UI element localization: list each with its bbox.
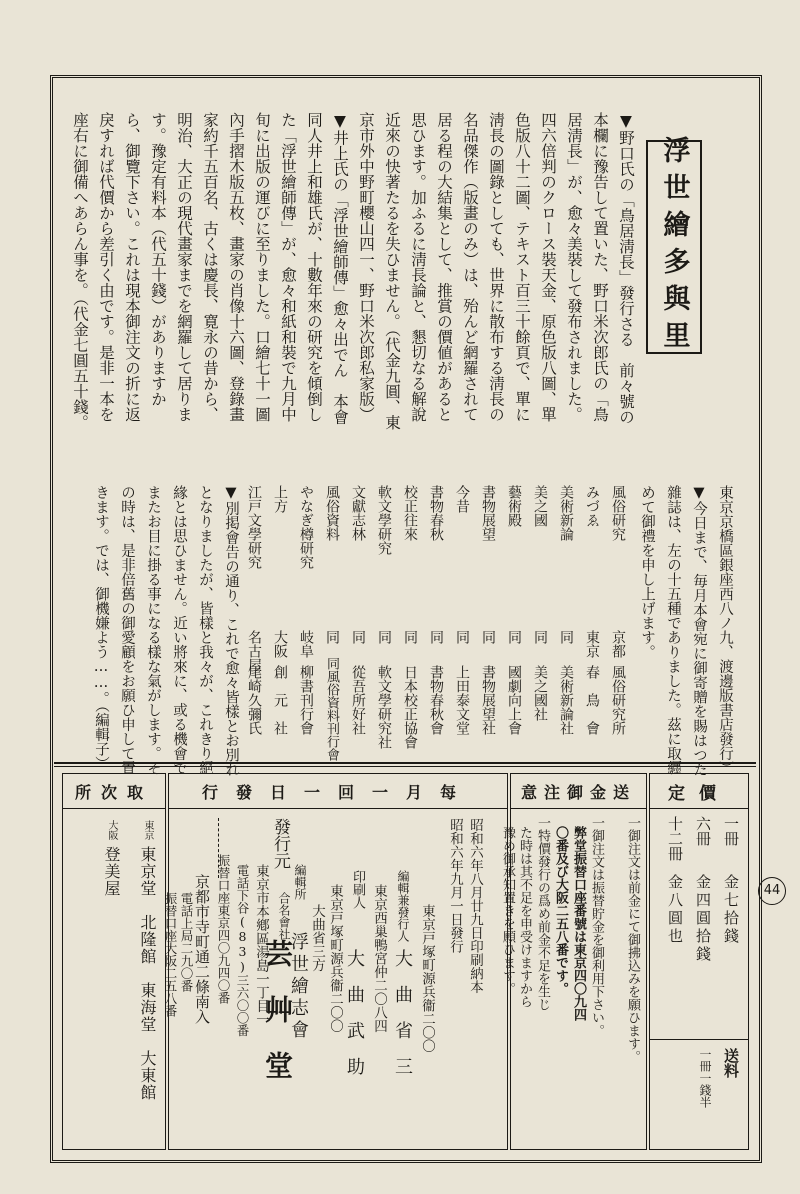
exchange-intro-line: ▼今日まで、毎月本會宛に御寄贈を賜はつた bbox=[691, 485, 707, 777]
printer-role: 印刷人 bbox=[350, 870, 365, 909]
journal-place: 同 bbox=[324, 630, 340, 644]
journal-entry bbox=[530, 485, 554, 755]
journal-publisher: 日本校正協會 bbox=[402, 665, 418, 749]
journal-entry bbox=[296, 485, 320, 755]
printer-address: 東京西巢鴨宮仲二〇八四 bbox=[371, 884, 387, 1033]
journal-entry bbox=[270, 485, 294, 755]
price-amount: 金四圓拾錢 bbox=[694, 874, 712, 964]
publisher-furikae: 振替口座東京四〇九四〇番 bbox=[216, 854, 231, 1004]
journal-title: 書物展望 bbox=[480, 485, 496, 541]
osaka-label: 大阪 bbox=[106, 820, 117, 840]
journal-publisher: 春 鳥 會 bbox=[584, 665, 600, 735]
journal-place: 同 bbox=[454, 630, 470, 644]
article-line: 色版八十二圖、テキスト百三十餘頁で、單に bbox=[513, 112, 531, 422]
journal-place: 同 bbox=[532, 630, 548, 644]
exchange-outro-line: きます。では、御機嫌よう……。（編輯子） bbox=[93, 485, 109, 771]
article-line: ▼野口氏の「鳥居淸長」發行さる 前々號の bbox=[617, 112, 635, 425]
exchange-section bbox=[60, 485, 736, 777]
exchange-intro-line: 東京京橋區銀座西八ノ九、渡邊版書店發行） bbox=[717, 485, 733, 775]
journal-publisher: 軟文學研究社 bbox=[376, 665, 392, 749]
tokyo-distributors: 東京堂 北隆館 東海堂 大東館 bbox=[138, 846, 157, 1101]
article-line: 明治、大正の現代畫家までを網羅して居りま bbox=[175, 112, 193, 422]
exchange-outro-line: 緣とは思ひません。近い將來に、或る機會で bbox=[171, 485, 187, 775]
journal-entry bbox=[478, 485, 502, 755]
price-qty: 六冊 bbox=[694, 816, 712, 846]
journal-title: 書物春秋 bbox=[428, 485, 444, 541]
colophon-header: 每月一回一日發行 bbox=[201, 782, 474, 802]
order-notice-header-bar bbox=[511, 774, 646, 809]
editor-name: 大 曲 省 三 bbox=[392, 949, 413, 1075]
journal-place: 同 bbox=[428, 630, 444, 644]
distributors-box bbox=[62, 773, 166, 1150]
editorial-address: 大曲省三方 bbox=[309, 904, 325, 972]
journal-place: 同 bbox=[376, 630, 392, 644]
page-number bbox=[758, 877, 786, 905]
publisher-kind: 合名會社 bbox=[277, 892, 291, 940]
journal-title: 風俗研究 bbox=[610, 485, 626, 541]
journal-publisher: 尾崎久彌氏 bbox=[246, 665, 262, 735]
journal-title: 軟文學研究 bbox=[376, 485, 392, 555]
order-notice-line: 〇番及び大阪二五八番です。 bbox=[553, 826, 568, 995]
publisher-tel: 電話下谷(83)三六〇〇番 bbox=[235, 864, 250, 1037]
kyoto-furikae: 振替口座大阪二五八番 bbox=[163, 892, 178, 1017]
order-notice-box bbox=[500, 773, 647, 1150]
editorial-role: 編輯所 bbox=[293, 864, 307, 900]
journal-place: 同 bbox=[506, 630, 522, 644]
journal-publisher: 從吾所好社 bbox=[350, 665, 366, 735]
journal-title: 今昔 bbox=[454, 485, 470, 513]
journal-place: 京都 bbox=[610, 630, 626, 658]
journal-publisher: 柳書刊行會 bbox=[298, 665, 314, 735]
exchange-intro-line: 雜誌は、左の十五種でありました。茲に取纒 bbox=[665, 485, 681, 775]
journal-entry bbox=[374, 485, 398, 755]
tokyo-label: 東京 bbox=[142, 820, 153, 840]
article-line: 家約千五百名、古くは慶長、寛永の昔から、 bbox=[201, 112, 219, 422]
order-notice-line: 一御注文は振替貯金を御利用下さい。 bbox=[589, 816, 604, 1037]
journal-title: やなぎ樽研究 bbox=[298, 485, 314, 569]
article-title-box bbox=[646, 136, 702, 358]
colophon-header-bar bbox=[169, 774, 507, 809]
journal-place: 同 bbox=[558, 630, 574, 644]
journal-place: 同 bbox=[350, 630, 366, 644]
article-line: 居淸長」が、愈々美裝して發布されました。 bbox=[565, 112, 583, 422]
article-line: 旬に出版の運びに至りました。口繪七十一圖 bbox=[253, 112, 271, 422]
article-body bbox=[60, 112, 638, 467]
publisher-name: 芸 艸 堂 bbox=[261, 939, 294, 1079]
postage-value: 一冊一錢半 bbox=[698, 1048, 712, 1108]
journal-place: 東京 bbox=[584, 630, 600, 658]
journal-entry bbox=[244, 485, 268, 755]
order-notice-line: 一特價發行の爲め前金不足を生じ bbox=[535, 816, 550, 1011]
price-amount: 金七拾錢 bbox=[722, 874, 740, 946]
journal-title: 美之國 bbox=[532, 485, 548, 527]
kyoto-address: 京都市寺町通二條南入 bbox=[193, 874, 211, 1024]
article-line: す。豫定有料本（代五十錢）がありますか bbox=[149, 112, 167, 407]
editorial-address: 東京戸塚町源兵衞二〇〇 bbox=[327, 884, 343, 1033]
order-notice-line: 一御注文は前金にて御拂込みを願ひます。 bbox=[625, 816, 640, 1063]
article-line: 本欄に豫告して置いた、野口米次郎氏の「鳥 bbox=[591, 112, 609, 422]
journal-place: 同 bbox=[480, 630, 496, 644]
print-date: 昭和六年八月廿九日印刷納本 bbox=[467, 818, 483, 994]
journal-entry bbox=[582, 485, 606, 755]
journal-entry bbox=[348, 485, 372, 755]
article-line: 近來の快著たるを失ひません。（代金九圓、東 bbox=[383, 112, 401, 430]
editor-address: 東京戸塚町源兵衞二〇〇 bbox=[419, 904, 435, 1053]
order-notice-line: 豫め御承知置きを願ひます。 bbox=[500, 826, 515, 995]
article-line: 居る程の大結集として、推賞の價値があると bbox=[435, 112, 453, 422]
order-notice-line: た時は其不足を申受けますから bbox=[517, 826, 532, 1008]
publisher-role: 發行元 bbox=[270, 818, 290, 869]
journal-entry bbox=[322, 485, 346, 761]
price-header: 定價 bbox=[668, 783, 730, 804]
editor-role: 編輯兼發行人 bbox=[396, 870, 410, 942]
journal-place: 大阪 bbox=[272, 630, 288, 658]
article-line: 戾すれば代價から差引く由です。是非一本を bbox=[97, 112, 115, 422]
journal-title: 江戸文學研究 bbox=[246, 485, 262, 569]
journal-title: 上方 bbox=[272, 485, 288, 513]
journal-publisher: 美之國社 bbox=[532, 665, 548, 721]
journal-publisher: 上田泰文堂 bbox=[454, 665, 470, 735]
journal-publisher: 風俗研究所 bbox=[610, 665, 626, 735]
journal-place: 名古屋 bbox=[246, 630, 262, 672]
article-line: 四六倍判のクロース裝天金、原色版八圖、單 bbox=[539, 112, 557, 422]
journal-publisher: 美術新論社 bbox=[558, 665, 574, 735]
journal-entry bbox=[400, 485, 424, 755]
printer-name: 大 曲 武 助 bbox=[344, 949, 365, 1075]
article-line: 同人井上和雄氏が、十數年來の研究を傾倒し bbox=[305, 112, 323, 422]
journal-entry bbox=[504, 485, 528, 755]
article-line: た「浮世繪師傳」が、愈々和紙和裝で九月中 bbox=[279, 112, 297, 422]
kyoto-tel: 電話上局二九〇番 bbox=[179, 892, 194, 992]
colophon-box bbox=[163, 773, 508, 1150]
exchange-outro-line: またお目に掛る事になる樣な氣がします。そ bbox=[145, 485, 161, 775]
journal-entry bbox=[608, 485, 632, 755]
journal-publisher: 同風俗資料刊行會 bbox=[324, 657, 339, 761]
exchange-outro-line: となりましたが、皆樣と我々が、これきり絕 bbox=[197, 485, 213, 775]
osaka-distributors: 登美屋 bbox=[102, 846, 121, 897]
journal-title: みづゑ bbox=[584, 485, 600, 527]
journal-title: 校正往來 bbox=[402, 485, 418, 541]
postage-box bbox=[650, 1039, 748, 1148]
page-number-text: 44 bbox=[763, 883, 781, 898]
article-line: 思ひます。加ふるに淸長論と、懇切なる解說 bbox=[409, 112, 427, 422]
journal-title: 風俗資料 bbox=[324, 485, 340, 541]
price-qty: 一冊 bbox=[722, 816, 740, 846]
journal-place: 岐阜 bbox=[298, 630, 314, 658]
article-line: 京市外中野町櫻山四一、野口米次郎私家版） bbox=[357, 112, 375, 422]
article-line: 內手摺木版五枚、畫家の肖像十六圖、登錄畫 bbox=[227, 112, 245, 422]
publisher-address: 東京市本鄕區湯島一丁目一 bbox=[253, 864, 269, 1026]
article-line: 座右に御備へあらん事を。（代金七圓五十錢。 bbox=[71, 112, 89, 430]
journal-entry bbox=[426, 485, 450, 755]
editorial-name: 浮世繪志會 bbox=[288, 932, 309, 1042]
journal-title: 文獻志林 bbox=[350, 485, 366, 541]
journal-publisher: 書物春秋會 bbox=[428, 665, 444, 735]
article-line: ▼井上氏の「浮世繪師傳」愈々出でん 本會 bbox=[331, 112, 349, 425]
order-notice-header: 送金御注意 bbox=[520, 782, 636, 802]
article-line: ら、御覽下さい。これは現本御注文の折に返 bbox=[123, 112, 141, 422]
exchange-intro-line: めて御禮を申し上げます。 bbox=[639, 485, 655, 659]
journal-title: 美術新論 bbox=[558, 485, 574, 541]
issue-date: 昭和六年九月一日發行 bbox=[447, 818, 463, 953]
colophon-dashed-rule bbox=[218, 818, 219, 878]
journal-title: 藝術殿 bbox=[506, 485, 522, 527]
journal-entry bbox=[556, 485, 580, 755]
price-qty: 十二冊 bbox=[666, 816, 684, 861]
distributors-header-bar bbox=[63, 774, 165, 809]
journal-publisher: 國劇向上會 bbox=[506, 665, 522, 735]
journal-publisher: 書物展望社 bbox=[480, 665, 496, 735]
price-header-bar bbox=[650, 774, 748, 809]
exchange-outro-line: ▼別掲會告の通り、これで愈々皆樣とお別れ bbox=[223, 485, 239, 777]
order-notice-line: 弊堂振替口座番號は東京四〇九四 bbox=[571, 826, 586, 1021]
article-title: 浮世繪多與里 bbox=[658, 136, 690, 358]
journal-place: 同 bbox=[402, 630, 418, 644]
journal-publisher: 創 元 社 bbox=[272, 665, 288, 735]
price-box bbox=[649, 773, 749, 1150]
journal-entry bbox=[452, 485, 476, 755]
distributors-header: 取次所 bbox=[74, 782, 153, 802]
article-line: 名品傑作（版畫のみ）は、殆んど網羅されて bbox=[461, 112, 479, 422]
price-amount: 金八圓也 bbox=[666, 874, 684, 946]
exchange-outro-line: の時は、是非倍舊の御愛顧をお願ひ申して置 bbox=[119, 485, 135, 775]
postage-label: 送料 bbox=[722, 1048, 740, 1078]
article-line: 淸長の圖錄としても、世界に散布する淸長の bbox=[487, 112, 505, 422]
